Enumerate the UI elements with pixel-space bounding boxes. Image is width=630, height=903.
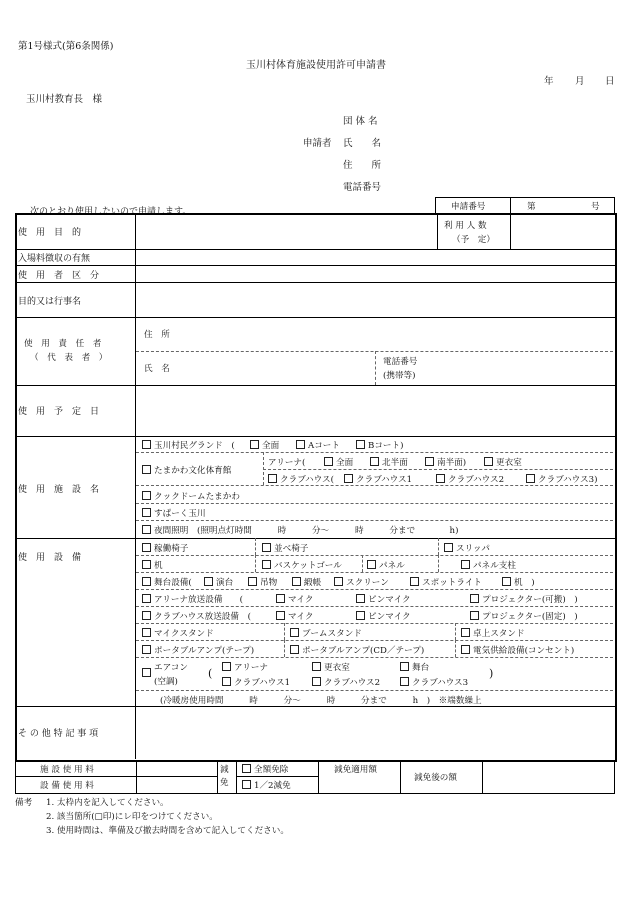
- arena-full-checkbox[interactable]: 全面: [324, 456, 353, 468]
- clubhouse-checkbox[interactable]: クラブハウス(: [268, 473, 334, 485]
- ac-locker-checkbox[interactable]: 更衣室: [312, 661, 350, 673]
- other-notes-label: そ の 他 特 記 事 項: [18, 728, 99, 739]
- desk-checkbox[interactable]: 机: [142, 559, 163, 571]
- hanging-checkbox[interactable]: 吊物: [248, 576, 277, 588]
- folding-chair-checkbox[interactable]: 稼働椅子: [142, 542, 188, 554]
- amp-cd-checkbox[interactable]: ポータブルアンプ(CD／テープ): [290, 644, 424, 656]
- ac-clubhouse3-checkbox[interactable]: クラブハウス3: [400, 676, 468, 688]
- slippers-checkbox[interactable]: スリッパ: [444, 542, 490, 554]
- equipment-label: 使 用 設 備: [18, 552, 82, 563]
- arena-north-checkbox[interactable]: 北半面: [370, 456, 408, 468]
- after-exempt-label: 減免後の額: [414, 773, 457, 783]
- culture-hall-checkbox[interactable]: たまかわ文化体育館: [142, 464, 231, 476]
- manager-label: 使 用 責 任 者: [24, 339, 102, 349]
- application-number-label: 申請番号: [451, 202, 486, 212]
- addressee: 玉川村教育長 様: [26, 94, 103, 105]
- amp-tape-checkbox[interactable]: ポータブルアンプ(テープ): [142, 644, 254, 656]
- applicant-address-label: 住 所: [343, 160, 382, 171]
- exemption-label: 減免: [220, 765, 229, 788]
- intro-text: 次のとおり使用したいので申請します。: [30, 207, 192, 217]
- lighting-checkbox[interactable]: 夜間照明 (照明点灯時間 時 分～ 時 分まで h): [142, 524, 458, 536]
- arena-mic-checkbox[interactable]: マイク: [276, 593, 313, 605]
- ac-time: (冷暖房使用時間 時 分～ 時 分まで h ) ※端数繰上: [160, 696, 482, 706]
- clubhouse3-checkbox[interactable]: クラブハウス3): [526, 473, 597, 485]
- user-class-label: 使 用 者 区 分: [18, 270, 100, 281]
- basketball-goal-checkbox[interactable]: バスケットゴール: [262, 559, 342, 571]
- row-chair-checkbox[interactable]: 並べ椅子: [262, 542, 308, 554]
- podium-checkbox[interactable]: 演台: [204, 576, 233, 588]
- panel-stand-checkbox[interactable]: パネル支柱: [461, 559, 516, 571]
- date-month: 月: [575, 76, 585, 87]
- clubhouse2-checkbox[interactable]: クラブハウス2: [436, 473, 504, 485]
- clubhouse-pin-mic-checkbox[interactable]: ピンマイク: [356, 610, 411, 622]
- stage-desk-checkbox[interactable]: 机 ): [502, 576, 535, 588]
- ground-full-checkbox[interactable]: 全面: [250, 439, 279, 451]
- applicant-label: 申請者: [303, 138, 332, 149]
- purpose-label: 使 用 目 的: [18, 227, 82, 238]
- spotlight-checkbox[interactable]: スポットライト: [410, 576, 482, 588]
- note-3: 3. 使用時間は、準備及び撤去時間を含めて記入してください。: [46, 826, 289, 836]
- full-exempt-checkbox[interactable]: 全額免除: [242, 763, 288, 775]
- facility-fee-label: 施 設 使 用 料: [40, 765, 94, 775]
- manager-address-label: 住 所: [144, 330, 170, 340]
- ac-clubhouse1-checkbox[interactable]: クラブハウス1: [222, 676, 290, 688]
- arena-projector-checkbox[interactable]: プロジェクター(可搬) ): [470, 593, 578, 605]
- screen-checkbox[interactable]: スクリーン: [334, 576, 389, 588]
- ac-stage-checkbox[interactable]: 舞台: [400, 661, 429, 673]
- schedule-label: 使 用 予 定 日: [18, 406, 100, 417]
- clubhouse1-checkbox[interactable]: クラブハウス1: [344, 473, 412, 485]
- ground-a-court-checkbox[interactable]: Aコート: [296, 439, 340, 451]
- aircon-checkbox[interactable]: [142, 668, 154, 679]
- sukku-checkbox[interactable]: すぱーく玉川: [142, 507, 206, 519]
- power-supply-checkbox[interactable]: 電気供給設備(コンセント): [461, 644, 574, 656]
- ground-b-court-checkbox[interactable]: Bコート): [356, 439, 403, 451]
- mic-stand-checkbox[interactable]: マイクスタンド: [142, 627, 214, 639]
- form-number: 第1号様式(第6条関係): [18, 41, 114, 52]
- clubhouse-pa-checkbox[interactable]: クラブハウス放送設備 (: [142, 610, 251, 622]
- dome-checkbox[interactable]: クックドームたまかわ: [142, 490, 240, 502]
- facility-label: 使 用 施 設 名: [18, 484, 100, 495]
- half-exempt-checkbox[interactable]: 1／2減免: [242, 779, 291, 791]
- applicant-phone-label: 電話番号: [343, 182, 382, 193]
- exempt-applied-label: 減免適用額: [334, 765, 377, 775]
- fee-collection-label: 入場料徴収の有無: [18, 254, 91, 264]
- applicant-group-label: 団 体 名: [343, 116, 378, 127]
- date-day: 日: [605, 76, 615, 87]
- locker-room-checkbox[interactable]: 更衣室: [484, 456, 522, 468]
- desk-stand-checkbox[interactable]: 卓上スタンド: [461, 627, 525, 639]
- arena-pin-mic-checkbox[interactable]: ピンマイク: [356, 593, 411, 605]
- equipment-fee-label: 設 備 使 用 料: [40, 781, 94, 791]
- arena-south-checkbox[interactable]: 南半面): [425, 456, 466, 468]
- arena-pa-checkbox[interactable]: アリーナ放送設備 (: [142, 593, 243, 605]
- note-2: 2. 該当箇所(□印)にレ印をつけてください。: [46, 812, 218, 822]
- ac-arena-checkbox[interactable]: アリーナ: [222, 661, 268, 673]
- panel-checkbox[interactable]: パネル: [367, 559, 405, 571]
- manager-phone-label: 電話番号: [383, 357, 418, 367]
- manager-name-label: 氏 名: [144, 364, 170, 374]
- users-label: 利 用 人 数: [444, 221, 487, 231]
- clubhouse-mic-checkbox[interactable]: マイク: [276, 610, 313, 622]
- form-title: 玉川村体育施設使用許可申請書: [246, 60, 386, 71]
- stage-equipment-checkbox[interactable]: 舞台設備(: [142, 576, 192, 588]
- notes-label: 備考: [15, 798, 33, 808]
- clubhouse-projector-checkbox[interactable]: プロジェクター(固定) ): [470, 610, 578, 622]
- date-year: 年: [544, 76, 554, 87]
- applicant-name-label: 氏 名: [343, 138, 382, 149]
- event-name-label: 目的又は行事名: [18, 296, 82, 307]
- ac-clubhouse2-checkbox[interactable]: クラブハウス2: [312, 676, 380, 688]
- curtain-checkbox[interactable]: 緞帳: [292, 576, 321, 588]
- note-1: 1. 太枠内を記入してください。: [46, 798, 169, 808]
- application-form: 第1号様式(第6条関係) 玉川村体育施設使用許可申請書 年 月 日 玉川村教育長 様 団 体 名 申請者 氏 名 住 所 電話番号 次のとおり使用したいので申請します。 申請番号 第 号 使 用 目 的 利 用 人 数 （予 定） 入場料徴収の有無 使 用 者 区 分 目的又は行事名 使 用 責 任 者 （ 代 表 者 ） 住 所 氏 名 電話番号 (携帯等) 使 用 予 定 日 使 用 施 設 名 玉川村民グランド ( 全面 Aコート Bコート) たまかわ文化体育館 アリーナ( 全面 北半面 南半面) 更衣室 クラブハウス( クラブハウス1 クラブハウス2 クラブハウス3) クックドームたまかわ すぱーく玉川 夜間照明 (照明点灯時間 時 分～ 時 分まで h) 使 用 設 備 稼働椅子 並べ椅子 スリッパ 机 バスケットゴール パネル パネル支柱 舞台設備( 演台 吊物 緞帳 スクリーン スポットライト 机 ) アリーナ放送設備 ( マイク ピンマイク プロジェクター(可搬) ) クラブハウス放送設備 ( マイク ピンマイク プロジェクター(固定) ) マイクスタンド ブームスタンド 卓上スタンド ポータブルアンプ(テープ) ポータブルアンプ(CD／テープ) 電気供給設備(コンセント) エアコン (空調) ( ) アリーナ 更衣室 舞台 クラブハウス1 クラブハウス2 クラブハウス3 (冷暖房使用時間 時 分～ 時 分まで h ) ※端数繰上 そ の 他 特 記 事 項 施 設 使 用 料 設 備 使 用 料 減免 全額免除 1／2減免 減免適用額 減免後の額 備考 1. 太枠内を記入してください。 2. 該当箇所(□印)にレ印をつけてください。 3. 使用時間は、準備及び撤去時間を含めて記入してください。: [0, 0, 630, 903]
- boom-stand-checkbox[interactable]: ブームスタンド: [290, 627, 362, 639]
- ground-checkbox[interactable]: 玉川村民グランド (: [142, 439, 235, 451]
- fee-table: [15, 760, 615, 794]
